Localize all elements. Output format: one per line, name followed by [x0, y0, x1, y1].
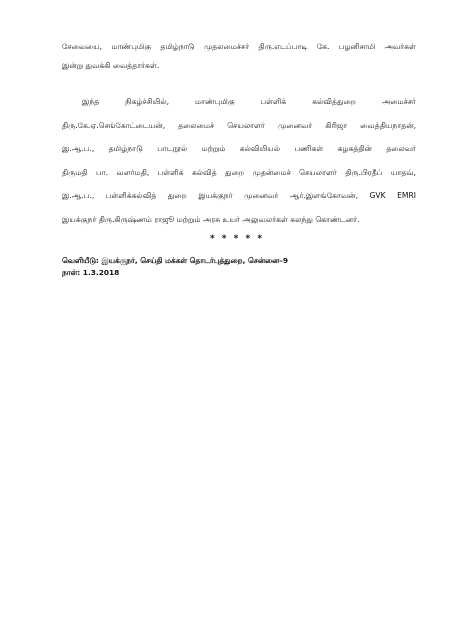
paragraph-line: இ.ஆ.ப., பள்ளிக்கல்வித் துறை இயக்குநர் முனைவர் ஆர்.இளங்கோவன், GVK EMRI [62, 191, 416, 200]
paragraph-line: சேவையை, மாண்புமிகு தமிழ்நாடு முதலமைச்சர் திரு.எடப்பாடி கே. பழனிசாமி அவர்கள் [62, 42, 416, 51]
paragraph-line: இந்த நிகழ்ச்சியில், மாண்புமிகு பள்ளிக் கல்வித்துறை அமைச்சர் [82, 97, 416, 106]
paragraph-line: இன்று துவக்கி வைத்தார்கள். [62, 60, 160, 70]
paragraph-line: இ.ஆ.ப., தமிழ்நாடு பாடநூல் மற்றும் கல்வியியல் பணிகள் கழகத்தின் தலைவர் [62, 144, 416, 153]
release-credit: வெளியீடு: இயக்குநர், செய்தி மக்கள் தொடர்புத்துறை, சென்னை–9 [62, 256, 288, 265]
paragraph-opening [62, 35, 416, 77]
paragraph-line: இயக்குநர் திரு.கிருஷ்ணம் ராஜூ மற்றும் அரசு உயர் அலுவலர்கள் கலந்து கொண்டனர். [62, 214, 360, 224]
paragraph-line: திரு.கே.ஏ.செங்கோட்டையன், தலைமைச் செயலாளர் முனைவர் கிரிஜா வைத்தியநாதன், [62, 120, 416, 130]
paragraph-line: திருமதி பா. வளர்மதி, பள்ளிக் கல்வித் துறை முதன்மைச் செயலாளர் திரு.பிரதீப் யாதவ், [62, 167, 416, 177]
section-separator: * * * * * [209, 234, 265, 244]
paragraph-attendees [62, 90, 416, 231]
release-date: நாள்: 1.3.2018 [62, 268, 120, 277]
